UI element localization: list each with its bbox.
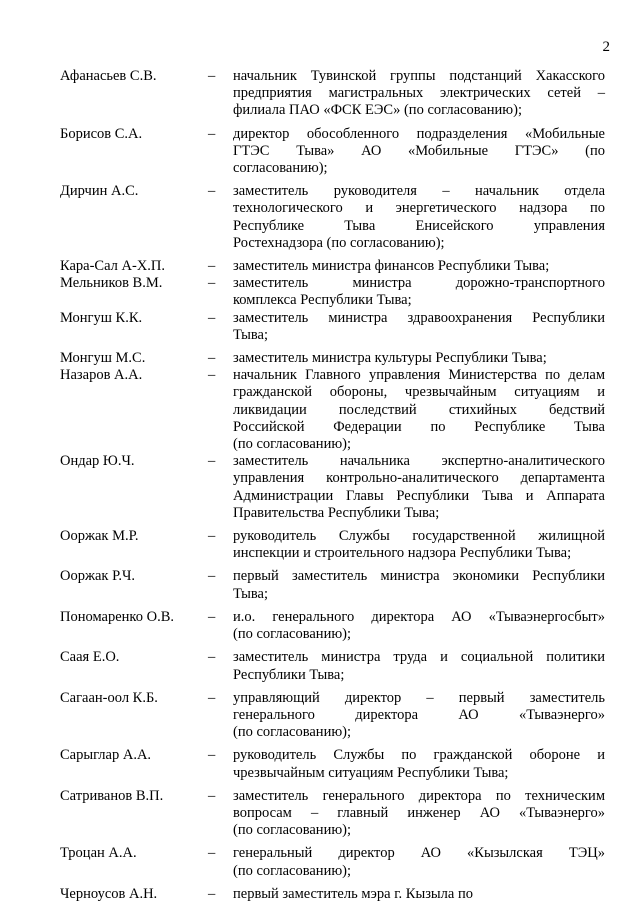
position-line: предприятия магистральных электрических сетей –	[233, 85, 605, 102]
member-row	[60, 886, 605, 903]
position-line: (по согласованию);	[233, 862, 352, 879]
position-line: Российской Федерации по Республике Тыва	[233, 418, 605, 435]
member-row	[60, 68, 605, 120]
position-line: инспекции и строительного надзора Республики Тыва;	[233, 545, 572, 562]
member-dash: –	[208, 608, 216, 625]
position-line: управляющий директор – первый заместитель	[233, 689, 605, 706]
position-line: начальник Главного управления Министерства по делам	[233, 367, 605, 384]
member-row	[60, 528, 605, 562]
member-dash: –	[208, 68, 216, 84]
position-line: Республики Тыва;	[233, 666, 345, 683]
position-line: генерального директора АО «Тываэнерго»	[233, 706, 605, 723]
member-position	[233, 649, 605, 683]
member-name: Ооржак М.Р.	[60, 528, 139, 545]
member-row	[60, 310, 605, 344]
member-position	[233, 183, 605, 252]
member-name: Саая Е.О.	[60, 649, 120, 666]
position-line: Республике Тыва Енисейского управления	[233, 217, 605, 234]
position-line: Администрации Главы Республики Тыва и Аппарата	[233, 487, 605, 504]
position-line: ликвидации последствий стихийных бедствий	[233, 401, 605, 418]
position-line: чрезвычайным ситуациям Республики Тыва;	[233, 764, 509, 781]
member-position	[233, 350, 605, 367]
member-name: Афанасьев С.В.	[60, 68, 157, 84]
member-dash: –	[208, 689, 216, 706]
member-dash: –	[208, 258, 216, 275]
position-line: заместитель министра финансов Республики Тыва;	[233, 258, 550, 275]
member-position	[233, 568, 605, 602]
position-line: гражданской обороны, чрезвычайным ситуациям и	[233, 384, 605, 401]
position-line: заместитель генерального директора по техническим	[233, 787, 605, 804]
member-row	[60, 649, 605, 683]
position-line: заместитель руководителя – начальник отдела	[233, 183, 605, 200]
member-name: Назаров А.А.	[60, 367, 143, 384]
position-line: заместитель начальника экспертно-аналитического	[233, 453, 605, 470]
member-row	[60, 350, 605, 367]
member-position	[233, 747, 605, 781]
member-position	[233, 609, 605, 643]
position-line: филиала ПАО «ФСК ЕЭС» (по согласованию);	[233, 102, 522, 119]
position-line: Тыва;	[233, 326, 268, 343]
position-line: заместитель министра дорожно-транспортного	[233, 275, 605, 292]
position-line: Ростехнадзора (по согласованию);	[233, 234, 445, 251]
member-row	[60, 609, 605, 643]
member-position	[233, 690, 605, 742]
position-line: Тыва;	[233, 585, 268, 602]
member-dash: –	[208, 453, 216, 470]
member-position	[233, 453, 605, 522]
position-line: первый заместитель министра экономики Республики	[233, 568, 605, 585]
member-dash: –	[208, 747, 216, 764]
member-dash: –	[208, 649, 216, 666]
member-name: Монгуш М.С.	[60, 350, 146, 367]
position-line: комплекса Республики Тыва;	[233, 292, 412, 309]
member-position	[233, 886, 605, 903]
position-line: ГТЭС Тыва» АО «Мобильные ГТЭС» (по	[233, 142, 605, 159]
member-position	[233, 68, 605, 120]
member-dash: –	[208, 568, 216, 585]
position-line: заместитель министра труда и социальной политики	[233, 649, 605, 666]
position-line: генеральный директор АО «Кызылская ТЭЦ»	[233, 845, 605, 862]
member-name: Ондар Ю.Ч.	[60, 453, 135, 470]
position-line: (по согласованию);	[233, 626, 352, 643]
member-row	[60, 568, 605, 602]
member-row	[60, 453, 605, 522]
member-name: Дирчин А.С.	[60, 183, 139, 200]
member-row	[60, 275, 605, 309]
member-name: Кара-Сал А-Х.П.	[60, 258, 166, 275]
member-row	[60, 183, 605, 252]
member-dash: –	[208, 309, 216, 326]
member-dash: –	[208, 845, 216, 862]
member-dash: –	[208, 125, 216, 142]
position-line: вопросам – главный инженер АО «Тываэнерго»	[233, 804, 605, 821]
member-name: Сарыглар А.А.	[60, 747, 152, 764]
position-line: (по согласованию);	[233, 822, 352, 839]
position-line: технологического и энергетического надзора по	[233, 200, 605, 217]
member-name: Сагаан-оол К.Б.	[60, 689, 158, 706]
member-dash: –	[208, 275, 216, 292]
position-line: руководитель Службы по гражданской обороне и	[233, 747, 605, 764]
member-row	[60, 367, 605, 453]
member-row	[60, 747, 605, 781]
member-position	[233, 845, 605, 879]
member-dash: –	[208, 885, 216, 902]
position-line: первый заместитель мэра г. Кызыла по	[233, 885, 473, 902]
position-line: (по согласованию);	[233, 436, 352, 453]
page-number: 2	[602, 39, 610, 55]
position-line: руководитель Службы государственной жилищной	[233, 528, 605, 545]
member-dash: –	[208, 350, 216, 367]
position-line: заместитель министра здравоохранения Республики	[233, 309, 605, 326]
member-position	[233, 528, 605, 562]
member-row	[60, 258, 605, 275]
member-position	[233, 367, 605, 453]
member-position	[233, 258, 605, 275]
member-dash: –	[208, 183, 216, 200]
member-position	[233, 275, 605, 309]
members-list	[60, 68, 605, 903]
position-line: согласованию);	[233, 160, 328, 177]
position-line: и.о. генерального директора АО «Тываэнергосбыт»	[233, 608, 605, 625]
member-dash: –	[208, 787, 216, 804]
position-line: заместитель министра культуры Республики Тыва;	[233, 350, 547, 367]
position-line: Правительства Республики Тыва;	[233, 504, 440, 521]
member-dash: –	[208, 528, 216, 545]
member-dash: –	[208, 367, 216, 384]
member-name: Ооржак Р.Ч.	[60, 568, 136, 585]
member-name: Троцан А.А.	[60, 845, 137, 862]
member-position	[233, 788, 605, 840]
member-row	[60, 690, 605, 742]
member-name: Сатриванов В.П.	[60, 787, 164, 804]
member-name: Черноусов А.Н.	[60, 885, 158, 902]
member-position	[233, 126, 605, 178]
member-row	[60, 788, 605, 840]
member-name: Монгуш К.К.	[60, 309, 143, 326]
member-row	[60, 845, 605, 879]
member-name: Пономаренко О.В.	[60, 608, 174, 625]
member-name: Борисов С.А.	[60, 125, 143, 142]
position-line: управления контрольно-аналитического департамента	[233, 470, 605, 487]
member-name: Мельников В.М.	[60, 275, 163, 292]
position-line: директор обособленного подразделения «Мобильные	[233, 125, 605, 142]
position-line: начальник Тувинской группы подстанций Хакасского	[233, 68, 605, 84]
position-line: (по согласованию);	[233, 724, 352, 741]
member-row	[60, 126, 605, 178]
member-position	[233, 310, 605, 344]
